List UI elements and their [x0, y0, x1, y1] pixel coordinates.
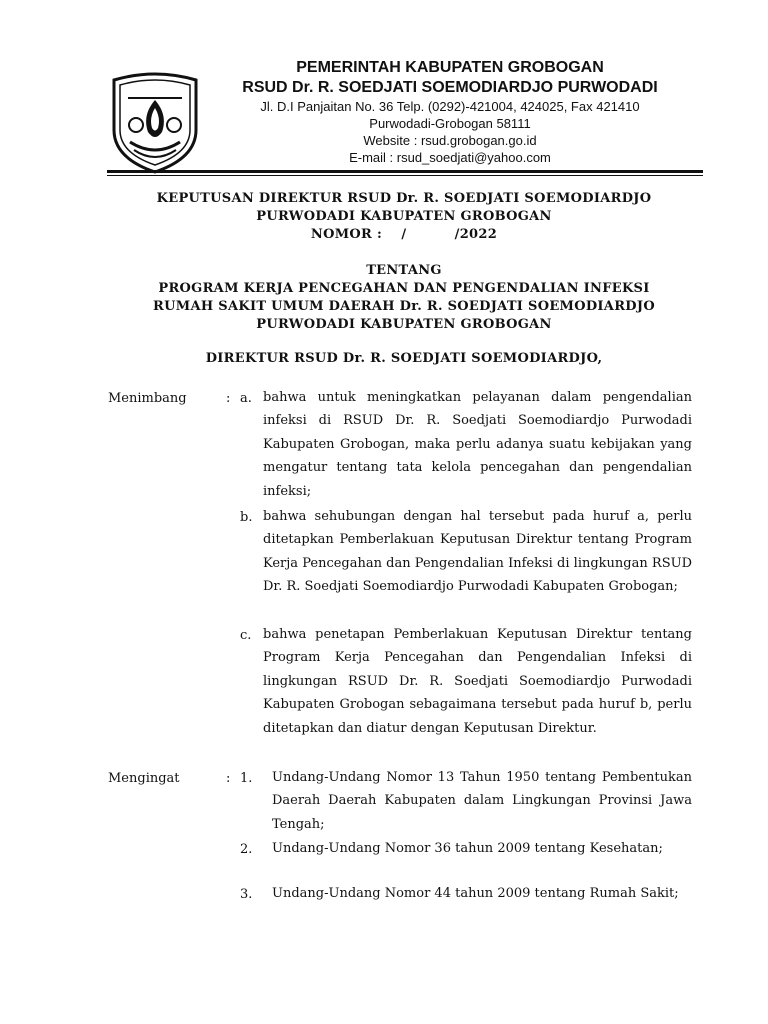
mengingat-label: Mengingat [108, 771, 180, 786]
menimbang-colon: : [226, 391, 231, 406]
menimbang-label: Menimbang [108, 391, 187, 406]
menimbang-marker-a: a. [240, 391, 252, 406]
subject-line-2: RUMAH SAKIT UMUM DAERAH Dr. R. SOEDJATI SOEMODIARDJO [153, 299, 655, 314]
mengingat-marker-2: 2. [240, 842, 253, 857]
hospital-name: RSUD Dr. R. SOEDJATI SOEMODIARDJO PURWODADI [242, 79, 658, 96]
regency-emblem-icon [108, 70, 202, 174]
menimbang-marker-b: b. [240, 510, 253, 525]
tentang-heading: TENTANG [366, 263, 442, 278]
decree-number: NOMOR : / /2022 [310, 227, 498, 242]
director-heading: DIREKTUR RSUD Dr. R. SOEDJATI SOEMODIARDJO, [205, 351, 603, 366]
city-line: Purwodadi-Grobogan 58111 [369, 116, 531, 131]
email-line: E-mail : rsud_soedjati@yahoo.com [349, 150, 551, 165]
menimbang-item-c: bahwa penetapan Pemberlakuan Keputusan Direktur tentang Program Kerja Pencegahan dan Pengendalian Infeksi di lingkungan RSUD Dr. R. Soedjati Soemodiardjo Purwodadi Kabupaten Grobogan sebagaimana tersebut pada huruf b, perlu ditetapkan dan diatur dengan Keputusan Direktur. [263, 627, 692, 736]
decree-title [100, 190, 708, 334]
title-line-1: KEPUTUSAN DIREKTUR RSUD Dr. R. SOEDJATI SOEMODIARDJO [156, 191, 652, 206]
mengingat-colon: : [226, 771, 231, 786]
letterhead-text [200, 58, 700, 166]
government-name: PEMERINTAH KABUPATEN GROBOGAN [296, 59, 604, 76]
title-line-2: PURWODADI KABUPATEN GROBOGAN [256, 209, 552, 224]
letterhead-divider-thick [107, 170, 703, 173]
subject-line-1: PROGRAM KERJA PENCEGAHAN DAN PENGENDALIAN INFEKSI [158, 281, 650, 296]
menimbang-marker-c: c. [240, 628, 252, 643]
subject-line-3: PURWODADI KABUPATEN GROBOGAN [256, 317, 552, 332]
mengingat-marker-1: 1. [240, 771, 253, 786]
address-line: Jl. D.I Panjaitan No. 36 Telp. (0292)-421004, 424025, Fax 421410 [260, 99, 640, 114]
menimbang-item-b: bahwa sehubungan dengan hal tersebut pada huruf a, perlu ditetapkan Pemberlakuan Keputusan Direktur tentang Program Kerja Pencegahan dan Pengendalian Infeksi di lingkungan RSUD Dr. R. Soedjati Soemodiardjo Purwodadi Kabupaten Grobogan; [263, 509, 692, 595]
mengingat-marker-3: 3. [240, 887, 253, 902]
mengingat-item-3: Undang-Undang Nomor 44 tahun 2009 tentang Rumah Sakit; [272, 886, 679, 901]
menimbang-item-a: bahwa untuk meningkatkan pelayanan dalam pengendalian infeksi di RSUD Dr. R. Soedjati Soemodiardjo Purwodadi Kabupaten Grobogan, maka perlu adanya suatu kebijakan yang mengatur tentang tata kelola pencegahan dan pengendalian infeksi; [263, 390, 692, 499]
letterhead-divider-thin [107, 175, 703, 176]
mengingat-item-2: Undang-Undang Nomor 36 tahun 2009 tentang Kesehatan; [272, 841, 663, 856]
mengingat-item-1: Undang-Undang Nomor 13 Tahun 1950 tentang Pembentukan Daerah Daerah Kabupaten dalam Lingkungan Provinsi Jawa Tengah; [272, 770, 692, 832]
letterhead [0, 0, 768, 180]
website-line: Website : rsud.grobogan.go.id [363, 133, 537, 148]
